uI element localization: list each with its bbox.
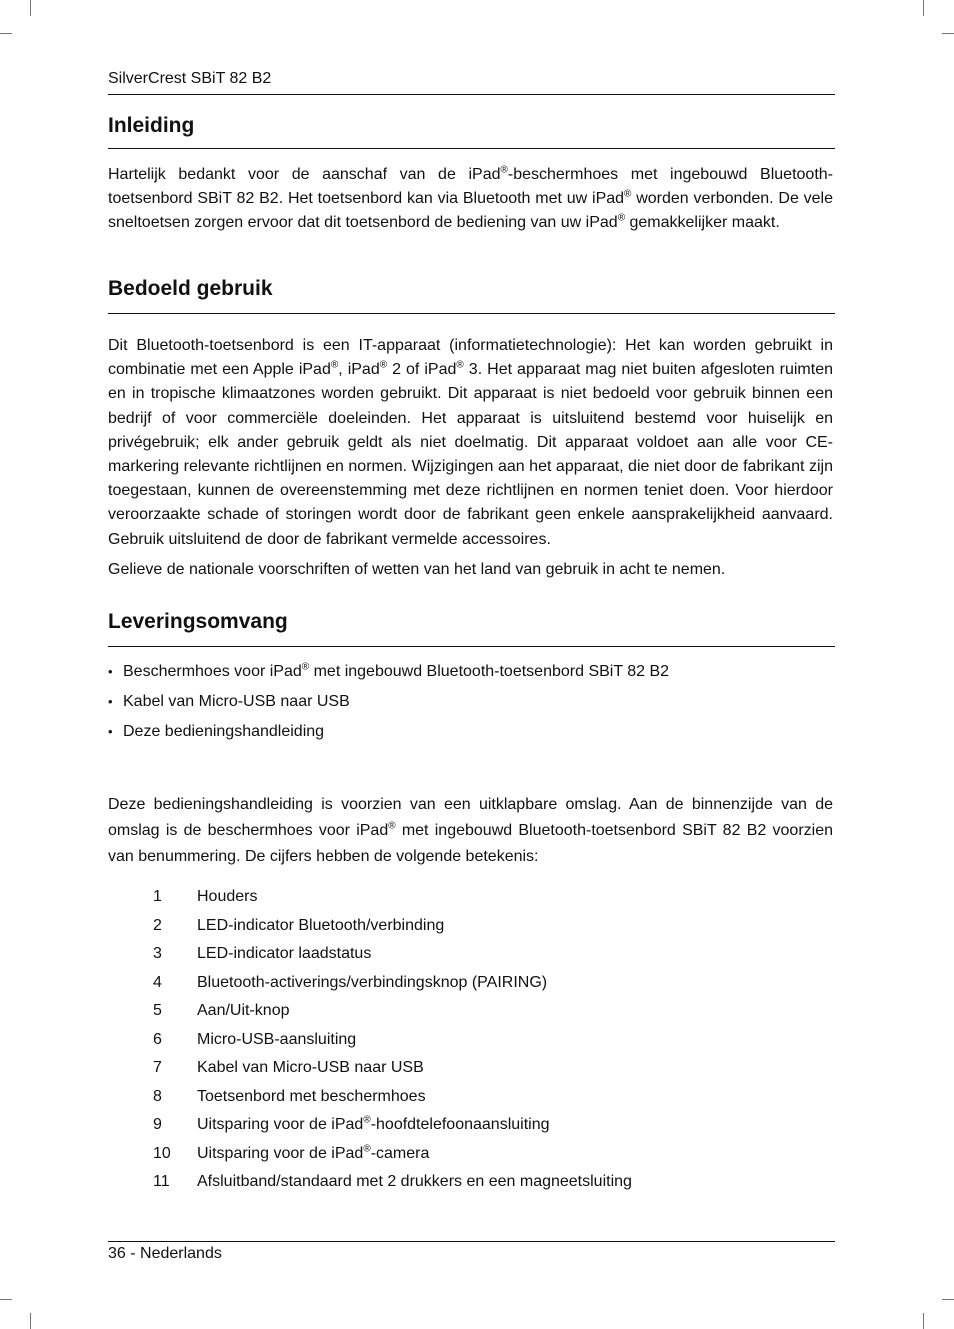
section-rule — [108, 148, 835, 149]
list-item: 11 Afsluitband/standaard met 2 drukkers en een magneetsluiting — [153, 1173, 632, 1190]
national-regulations-note: Gelieve de nationale voorschriften of wetten van het land van gebruik in acht te nemen. — [108, 561, 726, 578]
numbering-paragraph: Deze bedieningshandleiding is voorzien van een uitklapbare omslag. Aan de binnenzijde van de omslag is de beschermhoes voor iPad® met ingebouwd Bluetooth-toetsenbord SBiT 82 B2 voorzien van benummering. De cijfers hebben de volgende betekenis: — [108, 796, 834, 865]
crop-mark — [30, 0, 31, 16]
intended-use-paragraph: Dit Bluetooth-toetsenbord is een IT-apparaat (informatietechnologie): Het kan worden gebruikt in combinatie met een Apple iPad®, iPad® 2 of iPad® 3. Het apparaat mag niet buiten afgesloten ruimten en in tropische klimaatzones worden gebruikt. Dit apparaat is niet bedoeld voor gebruik binnen een bedrijf of voor commerciële doeleinden. Het apparaat is uitsluitend bestemd voor huiselijk en privégebruik; elk ander gebruik geldt als niet doelmatig. Dit apparaat voldoet aan alle voor CE-markering relevante richtlijnen en normen. Wijzigingen aan het apparaat, die niet door de fabrikant zijn toegestaan, kunnen de overeenstemming met deze richtlijnen en normen teniet doen. Voor hierdoor veroorzaakte schade of storingen wordt door de fabrikant geen enkele aansprakelijkheid aanvaard. Gebruik uitsluitend de door de fabrikant vermelde accessoires. — [108, 337, 833, 548]
crop-mark — [30, 1313, 31, 1329]
section-title-intro: Inleiding — [108, 114, 195, 137]
crop-mark — [923, 1313, 924, 1329]
delivery-list — [108, 660, 833, 750]
list-item: 8 Toetsenbord met beschermhoes — [153, 1087, 426, 1105]
list-item: • Beschermhoes voor iPad® met ingebouwd Bluetooth-toetsenbord SBiT 82 B2 — [108, 660, 833, 690]
parts-list — [153, 885, 632, 1199]
list-item: 5 Aan/Uit-knop — [153, 1002, 290, 1019]
bullet: • — [108, 724, 113, 739]
list-item: 4 Bluetooth-activerings/verbindingsknop (PAIRING) — [153, 973, 548, 991]
section-title-intended-use: Bedoeld gebruik — [108, 277, 273, 300]
list-item: • Kabel van Micro-USB naar USB — [108, 690, 833, 720]
running-header: SilverCrest SBiT 82 B2 — [108, 70, 272, 87]
list-item: 10 Uitsparing voor de iPad®-camera — [153, 1143, 430, 1162]
list-item: 6 Micro-USB-aansluiting — [153, 1030, 357, 1048]
crop-mark — [923, 0, 924, 16]
list-item: 1 Houders — [153, 888, 258, 905]
bullet: • — [108, 664, 113, 679]
header-rule — [108, 94, 835, 95]
crop-mark — [0, 1299, 12, 1300]
page-number: 36 - Nederlands — [108, 1245, 222, 1262]
footer-rule — [108, 1241, 835, 1242]
section-rule — [108, 313, 835, 314]
bullet: • — [108, 694, 113, 709]
section-title-delivery: Leveringsomvang — [108, 610, 288, 633]
intro-paragraph: Hartelijk bedankt voor de aanschaf van de iPad®-beschermhoes met ingebouwd Bluetooth-toetsenbord SBiT 82 B2. Het toetsenbord kan via Bluetooth met uw iPad® worden verbonden. De vele sneltoetsen zorgen ervoor dat dit toetsenbord de bediening van uw iPad® gemakkelijker maakt. — [108, 164, 834, 232]
list-item: 3 LED-indicator laadstatus — [153, 945, 372, 962]
crop-mark — [942, 1299, 954, 1300]
list-item: • Deze bedieningshandleiding — [108, 720, 833, 750]
crop-mark — [942, 33, 954, 34]
list-item: 7 Kabel van Micro-USB naar USB — [153, 1059, 424, 1076]
section-rule — [108, 646, 835, 647]
list-item: 2 LED-indicator Bluetooth/verbinding — [153, 916, 445, 934]
list-item: 9 Uitsparing voor de iPad®-hoofdtelefoonaansluiting — [153, 1114, 550, 1133]
crop-mark — [0, 33, 12, 34]
